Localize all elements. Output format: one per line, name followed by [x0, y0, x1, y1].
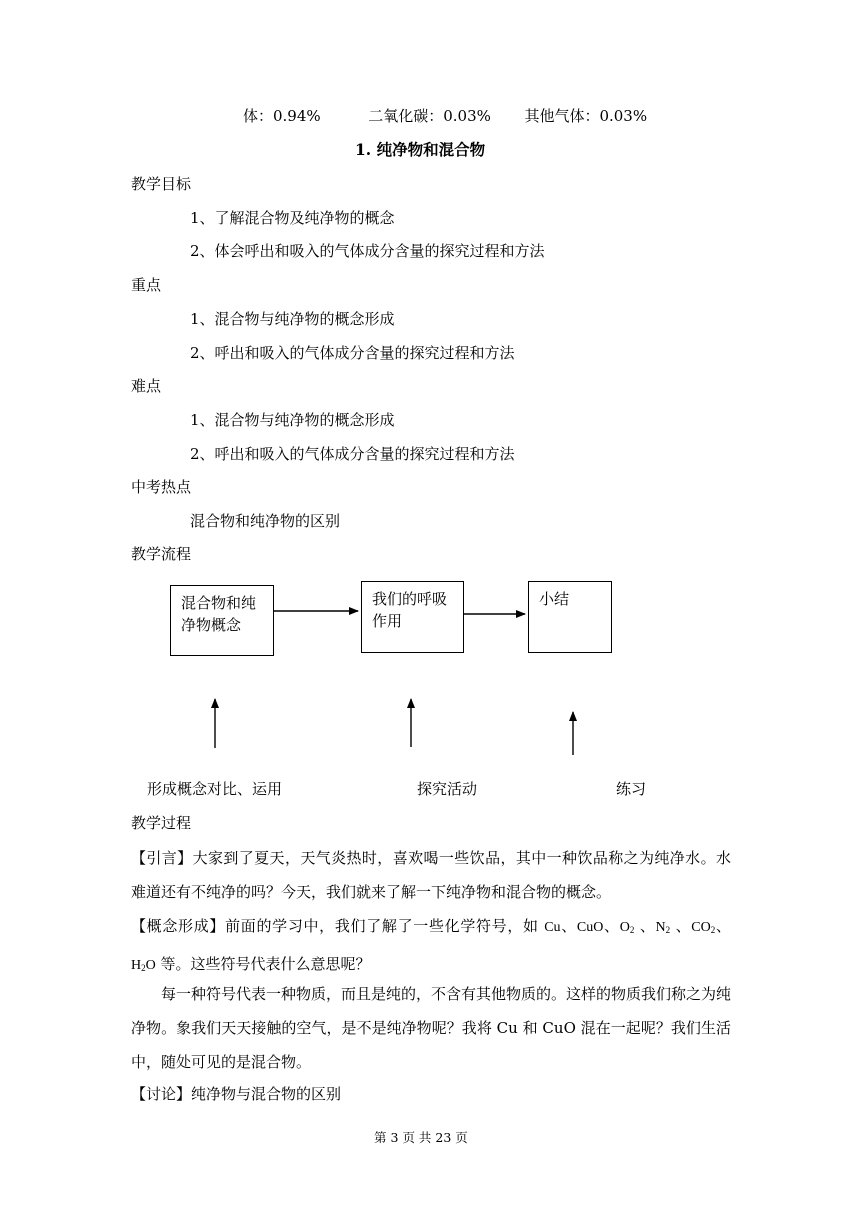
- process-heading: 教学过程: [131, 814, 192, 832]
- section-title: 1. 纯净物和混合物: [355, 140, 486, 159]
- goal-item-2: 2、体会呼出和吸入的气体成分含量的探究过程和方法: [190, 242, 545, 260]
- flow-box-concept-label: 混合物和纯净物概念: [181, 594, 257, 634]
- exam-focus-text: 混合物和纯净物的区别: [190, 512, 341, 530]
- intro-text: 大家到了夏天，天气炎热时，喜欢喝一些饮品，其中一种饮品称之为纯净水。水难道还有不纯净的吗？今天，我们就来了解一下纯净物和混合物的概念。: [131, 849, 731, 901]
- top-line-other-gas: 其他气体：0.03%: [524, 107, 648, 125]
- goals-heading: 教学目标: [131, 175, 192, 193]
- top-line-air-other: 体：0.94%: [243, 107, 321, 125]
- concept-paragraph: 【概念形成】前面的学习中，我们了解了一些化学符号，如 Cu、CuO、$O_2$ 、$N_2$ 、$CO_2$、$H_2O$ 等。这些符号代表什么意思呢？: [131, 917, 731, 973]
- intro-tag: 【引言】: [131, 849, 193, 867]
- flow-box-summary-label: 小结: [539, 590, 570, 608]
- difficulty-1: 1、混合物与纯净物的概念形成: [190, 411, 395, 429]
- key-points-heading: 重点: [131, 276, 162, 294]
- formula-h2o: $H_2O$: [131, 958, 156, 973]
- flow-label-practice: 练习: [616, 780, 647, 798]
- formula-cuo: CuO: [576, 920, 604, 935]
- explanation-paragraph: 每一种符号代表一种物质，而且是纯的，不含有其他物质的。这样的物质我们称之为纯净物。象我们天天接触的空气，是不是纯净物呢？我将 Cu 和 CuO 混在一起呢？我们生活中，随处可见的是混合物。: [131, 985, 732, 1071]
- formula-co2: $CO_2$: [691, 920, 716, 935]
- key-point-1: 1、混合物与纯净物的概念形成: [190, 310, 395, 328]
- key-point-2: 2、呼出和吸入的气体成分含量的探究过程和方法: [190, 344, 515, 362]
- flow-label-explore: 探究活动: [417, 780, 478, 798]
- formula-cu: Cu: [544, 920, 561, 935]
- formula-o2: $O_2$: [619, 920, 635, 935]
- difficulties-heading: 难点: [131, 377, 162, 395]
- top-line-co2: 二氧化碳：0.03%: [368, 107, 491, 125]
- top-line: [243, 106, 647, 126]
- page-footer: 第 3 页 共 23 页: [374, 1130, 468, 1145]
- formula-n2: $N_2$: [655, 920, 671, 935]
- exam-focus-heading: 中考热点: [131, 478, 192, 496]
- page-total: 23: [435, 1130, 452, 1145]
- flow-heading: 教学流程: [131, 545, 192, 563]
- concept-text-a: 前面的学习中，我们了解了一些化学符号，如: [225, 917, 539, 935]
- flow-box-breathing: [361, 581, 464, 653]
- concept-tag: 【概念形成】: [131, 917, 226, 935]
- flow-box-concept: [170, 585, 274, 656]
- difficulty-2: 2、呼出和吸入的气体成分含量的探究过程和方法: [190, 445, 515, 463]
- flow-box-summary: [528, 581, 612, 653]
- discussion-text: 纯净物与混合物的区别: [191, 1085, 342, 1103]
- discussion-tag: 【讨论】: [131, 1085, 192, 1103]
- flow-label-concept: 形成概念对比、运用: [147, 780, 283, 798]
- goal-item-1: 1、了解混合物及纯净物的概念: [190, 209, 395, 227]
- flow-box-breathing-label: 我们的呼吸作用: [372, 590, 448, 630]
- page-number: 3: [390, 1130, 399, 1145]
- concept-text-b: 等。这些符号代表什么意思呢？: [160, 955, 371, 973]
- discussion-line: [131, 1084, 341, 1104]
- intro-paragraph: [131, 841, 731, 909]
